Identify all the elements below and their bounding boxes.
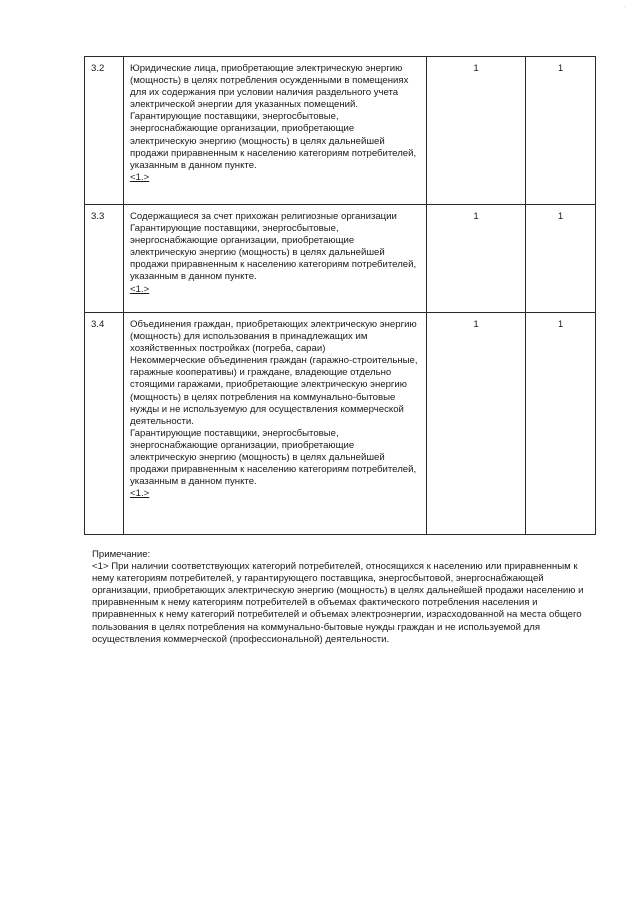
value-cell: 1 [526, 57, 596, 205]
table-row [85, 313, 596, 535]
note-title: Примечание: [92, 549, 151, 560]
value-cell: 1 [427, 205, 526, 313]
note-text: <1> При наличии соответствующих категорий потребителей, относящихся к населению или приравненным к нему категориям потребителей, у гарантирующего поставщика, энергосбытовой, энергоснабжающей организации, приобретающих электрическую энергию (мощность) в целях дальнейшей продажи населению и приравненным к нему категориям потребителей в объемах фактического потребления населения и приравненных к нему категорий потребителей и объемах электроэнергии, израсходованной на места общего пользования в целях потребления на коммунально-бытовые нужды граждан и не используемой для осуществления коммерческой (профессиональной) деятельности. [92, 561, 584, 645]
description-paragraph: Некоммерческие объединения граждан (гаражно-строительные, гаражные кооперативы) и граждане, владеющие отдельно стоящими гаражами, приобретающие электрическую энергию (мощность) в целях потребления на коммунально-бытовые нужды и не используемую для осуществления коммерческой деятельности. [130, 355, 418, 427]
row-number: 3.3 [85, 205, 124, 313]
scan-mark: · [623, 4, 626, 11]
description-paragraph: Юридические лица, приобретающие электрическую энергию (мощность) в целях потребления осужденными в помещениях для их содержания при условии наличия раздельного учета электрической энергии для указанных помещений. [130, 63, 409, 111]
value-cell: 1 [526, 205, 596, 313]
row-description [124, 205, 427, 313]
value-cell: 1 [427, 57, 526, 205]
tariff-table [84, 56, 596, 535]
row-number: 3.4 [85, 313, 124, 535]
description-paragraph: Содержащиеся за счет прихожан религиозные организации [130, 211, 397, 222]
table-row [85, 205, 596, 313]
description-paragraph: Объединения граждан, приобретающих электрическую энергию (мощность) для использования в принадлежащих им хозяйственных постройках (погреба, сараи) [130, 319, 417, 355]
description-paragraph: Гарантирующие поставщики, энергосбытовые, энергоснабжающие организации, приобретающие электрическую энергию (мощность) в целях дальнейшей продажи приравненным к населению категориям потребителей, указанным в данном пункте. [130, 111, 417, 171]
table-row [85, 57, 596, 205]
footnote-link[interactable]: <1.> [130, 488, 150, 500]
row-description [124, 313, 427, 535]
value-cell: 1 [427, 313, 526, 535]
footnote-section [92, 549, 592, 646]
row-number: 3.2 [85, 57, 124, 205]
footnote-link[interactable]: <1.> [130, 283, 150, 295]
description-paragraph: Гарантирующие поставщики, энергосбытовые, энергоснабжающие организации, приобретающие электрическую энергию (мощность) в целях дальнейшей продажи приравненным к населению категориям потребителей, указанным в данном пункте. [130, 427, 417, 488]
footnote-link[interactable]: <1.> [130, 171, 150, 183]
row-description [124, 57, 427, 205]
value-cell: 1 [526, 313, 596, 535]
description-paragraph: Гарантирующие поставщики, энергосбытовые, энергоснабжающие организации, приобретающие электрическую энергию (мощность) в целях дальнейшей продажи приравненным к населению категориям потребителей, указанным в данном пункте. [130, 223, 417, 283]
